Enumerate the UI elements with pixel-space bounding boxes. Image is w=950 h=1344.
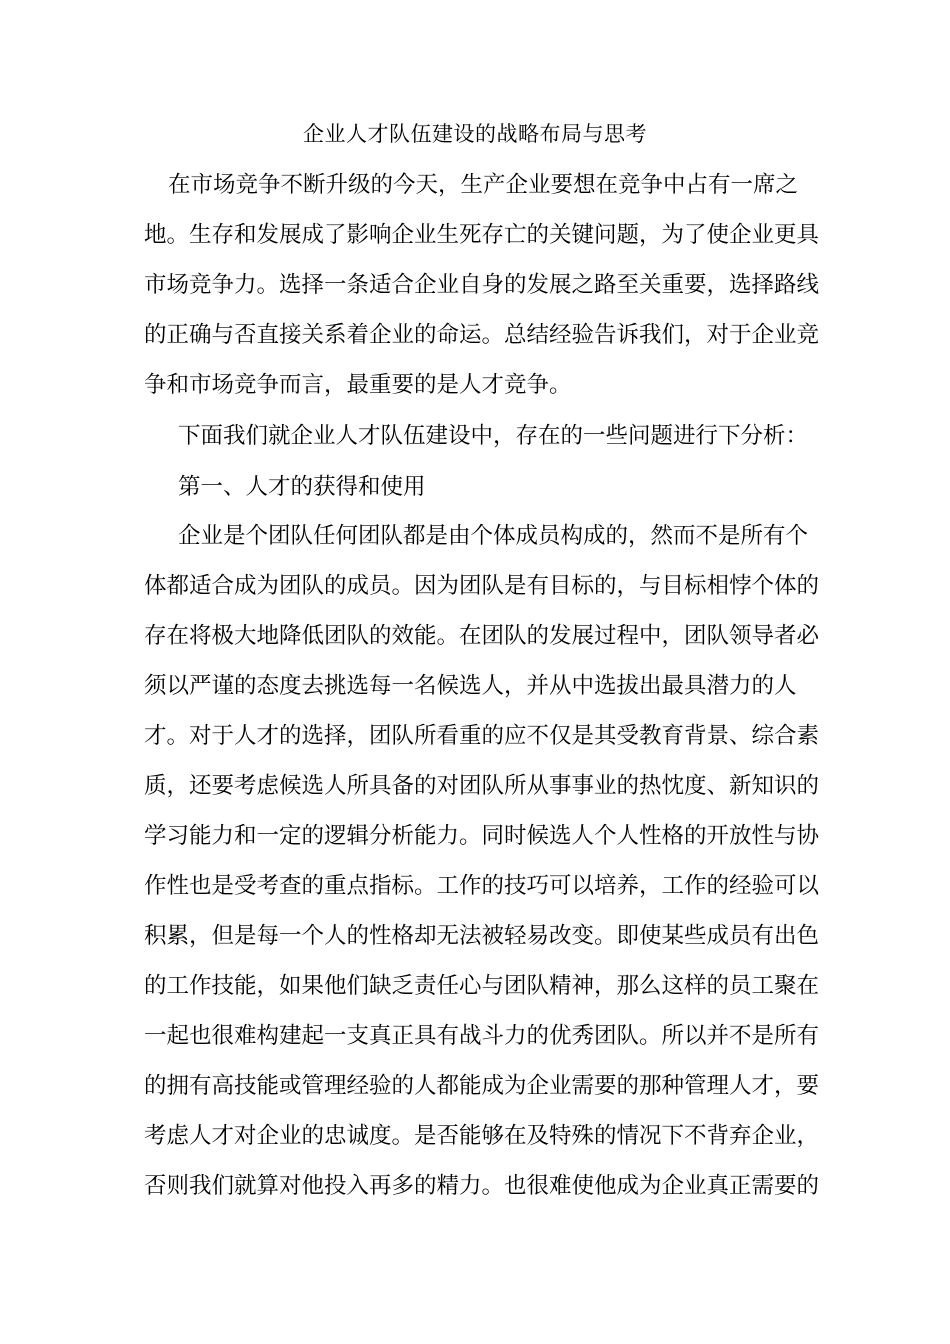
paragraph-3-line-6: 质，还要考虑候选人所具备的对团队所从事事业的热忱度、新知识的	[144, 773, 820, 799]
paragraph-3-line-2: 体都适合成为团队的成员。因为团队是有目标的，与目标相悖个体的	[144, 573, 820, 599]
paragraph-1-line-4: 的正确与否直接关系着企业的命运。总结经验告诉我们，对于企业竞	[144, 322, 820, 348]
paragraph-1-line-1: 在市场竞争不断升级的今天，生产企业要想在竞争中占有一席之	[168, 172, 799, 198]
paragraph-3-line-7: 学习能力和一定的逻辑分析能力。同时候选人个人性格的开放性与协	[144, 823, 820, 849]
paragraph-1-line-3: 市场竞争力。选择一条适合企业自身的发展之路至关重要，选择路线	[144, 272, 820, 298]
paragraph-3-line-11: 一起也很难构建起一支真正具有战斗力的优秀团队。所以并不是所有	[144, 1023, 820, 1049]
paragraph-3-line-3: 存在将极大地降低团队的效能。在团队的发展过程中，团队领导者必	[144, 623, 820, 649]
paragraph-3-line-10: 的工作技能，如果他们缺乏责任心与团队精神，那么这样的员工聚在	[144, 973, 820, 999]
paragraph-3-line-5: 才。对于人才的选择，团队所看重的应不仅是其受教育背景、综合素	[144, 723, 820, 749]
document-title: 企业人才队伍建设的战略布局与思考	[303, 122, 647, 146]
paragraph-3-line-13: 考虑人才对企业的忠诚度。是否能够在及特殊的情况下不背弃企业，	[144, 1123, 820, 1149]
paragraph-3-line-4: 须以严谨的态度去挑选每一名候选人，并从中选拔出最具潜力的人	[144, 673, 797, 699]
paragraph-2-line-1: 下面我们就企业人才队伍建设中，存在的一些问题进行下分析：	[178, 423, 809, 449]
paragraph-1-line-2: 地。生存和发展成了影响企业生死存亡的关键问题，为了使企业更具	[144, 222, 820, 248]
paragraph-3-line-14: 否则我们就算对他投入再多的精力。也很难使他成为企业真正需要的	[144, 1173, 820, 1199]
paragraph-3-line-12: 的拥有高技能或管理经验的人都能成为企业需要的那种管理人才，要	[144, 1073, 820, 1099]
paragraph-3-line-9: 积累，但是每一个人的性格却无法被轻易改变。即使某些成员有出色	[144, 923, 820, 949]
section-heading-1: 第一、人才的获得和使用	[178, 474, 426, 500]
paragraph-3-line-1: 企业是个团队任何团队都是由个体成员构成的，然而不是所有个	[178, 523, 809, 549]
paragraph-3-line-8: 作性也是受考查的重点指标。工作的技巧可以培养，工作的经验可以	[144, 873, 820, 899]
paragraph-1-line-5: 争和市场竞争而言，最重要的是人才竞争。	[144, 372, 572, 398]
